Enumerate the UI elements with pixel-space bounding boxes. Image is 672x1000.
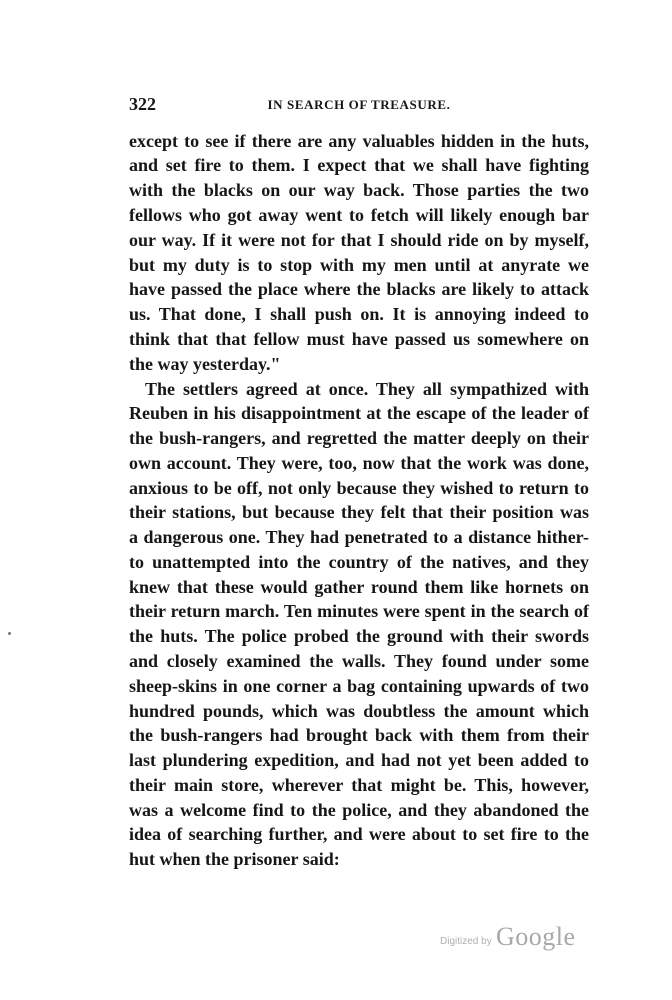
text-line: and set fire to them. I expect that we shall have fighting <box>129 155 589 175</box>
page-header <box>129 94 589 118</box>
text-line: and closely examined the walls. They found under some <box>129 651 589 671</box>
text-line: the way yesterday." <box>129 354 281 374</box>
text-line: anxious to be off, not only because they wished to return to <box>129 478 589 498</box>
text-line: except to see if there are any valuables hidden in the huts, <box>129 131 589 151</box>
google-logo: Google <box>496 922 576 951</box>
text-line: our way. If it were not for that I should ride on by myself, <box>129 230 589 250</box>
text-line: own account. They were, too, now that the work was done, <box>129 453 589 473</box>
text-line: the bush-rangers, and regretted the matter deeply on their <box>129 428 589 448</box>
text-line: their stations, but because they felt that their position was <box>129 502 589 522</box>
text-line: think that that fellow must have passed us somewhere on <box>129 329 589 349</box>
text-line: the huts. The police probed the ground with their swords <box>129 626 589 646</box>
digitized-by-label: Digitized by <box>440 936 492 947</box>
running-title: IN SEARCH OF TREASURE. <box>267 97 451 112</box>
text-line: their main store, wherever that might be. This, however, <box>129 775 589 795</box>
text-line: was a welcome find to the police, and they abandoned the <box>129 800 589 820</box>
text-line: with the blacks on our way back. Those parties the two <box>129 180 589 200</box>
text-line: sheep-skins in one corner a bag containing upwards of two <box>129 676 589 696</box>
text-line: have passed the place where the blacks are likely to attack <box>129 279 589 299</box>
text-line: hut when the prisoner said: <box>129 849 340 869</box>
text-line: but my duty is to stop with my men until at anyrate we <box>129 255 589 275</box>
text-line: to unattempted into the country of the natives, and they <box>129 552 589 572</box>
text-line: The settlers agreed at once. They all sympathized with <box>145 379 589 399</box>
google-watermark <box>440 922 580 954</box>
text-line: a dangerous one. They had penetrated to a distance hither- <box>129 527 589 547</box>
text-line: last plundering expedition, and had not yet been added to <box>129 750 589 770</box>
text-line: hundred pounds, which was doubtless the amount which <box>129 701 589 721</box>
text-line: Reuben in his disappointment at the escape of the leader of <box>129 403 589 423</box>
text-line: idea of searching further, and were about to set fire to the <box>129 824 589 844</box>
scan-speck <box>8 632 11 635</box>
text-line: their return march. Ten minutes were spent in the search of <box>129 601 589 621</box>
text-line: us. That done, I shall push on. It is annoying indeed to <box>129 304 589 324</box>
text-line: knew that these would gather round them like hornets on <box>129 577 589 597</box>
text-line: fellows who got away went to fetch will likely enough bar <box>129 205 589 225</box>
page-number: 322 <box>129 94 156 114</box>
text-line: the bush-rangers had brought back with them from their <box>129 725 589 745</box>
